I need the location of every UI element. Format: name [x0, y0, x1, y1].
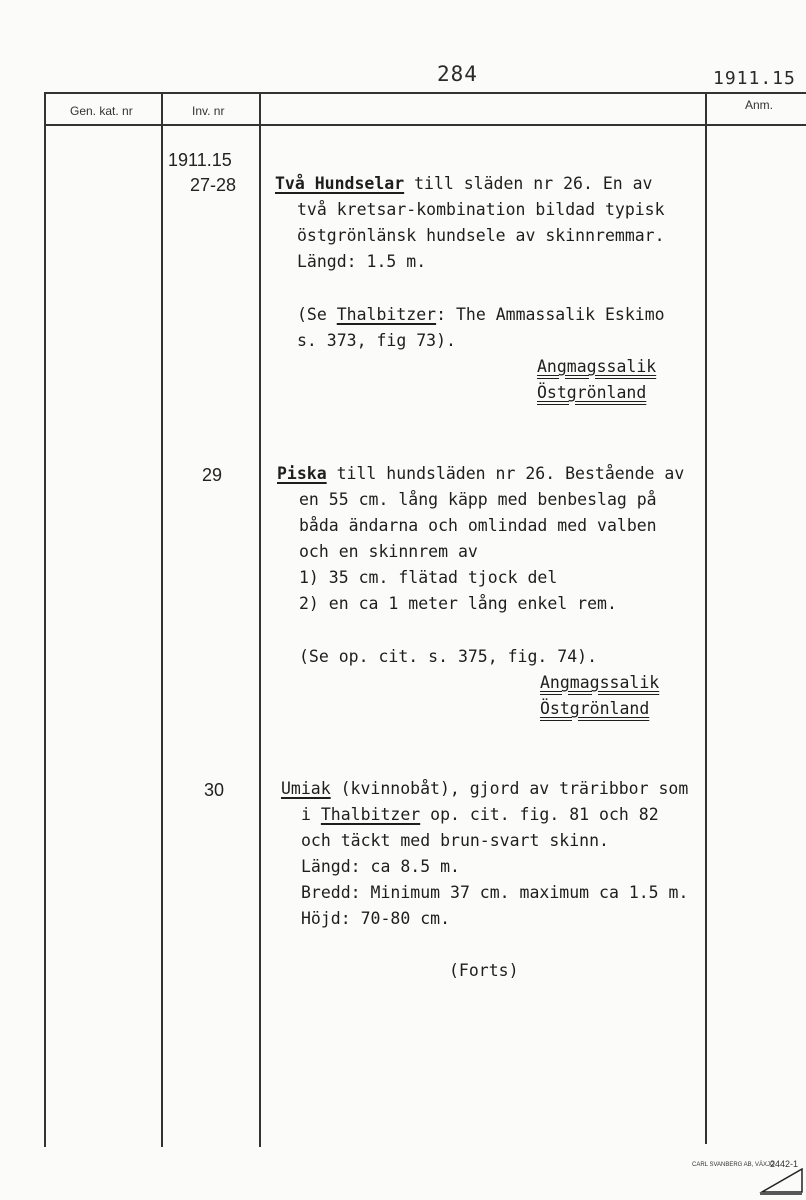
entry-line: två kretsar-kombination bildad typisk [297, 200, 665, 219]
column-header-inv: Inv. nr [192, 104, 225, 118]
entry-heading: Umiak [281, 779, 331, 798]
locality-place: Angmagssalik [540, 673, 660, 692]
entry-line: båda ändarna och omlindad med valben [299, 516, 657, 535]
reference-line [297, 302, 665, 328]
entry-second-line-prefix: i [301, 805, 321, 824]
column-rule-3 [259, 92, 261, 1147]
locality-region: Östgrönland [537, 383, 647, 402]
reference-author: Thalbitzer [336, 305, 437, 324]
column-rule-1 [44, 92, 46, 1147]
entry-first-line-rest: till hundsläden nr 26. Bestående av [326, 464, 685, 483]
column-header-gen-kat: Gen. kat. nr [70, 104, 133, 118]
entry-first-line [275, 171, 653, 197]
entry-line: Höjd: 70-80 cm. [301, 909, 451, 928]
entry-line: 2) en ca 1 meter lång enkel rem. [299, 594, 617, 613]
header-year: 1911.15 [713, 68, 796, 89]
header-bottom-rule [44, 124, 806, 126]
locality-region: Östgrönland [540, 699, 650, 718]
printer-stamp: CARL SVANBERG AB, VÄXJÖ [692, 1162, 775, 1168]
entry-line: Längd: 1.5 m. [297, 252, 427, 271]
header-top-rule [44, 92, 806, 94]
column-rule-4 [705, 92, 707, 1144]
reference-author: Thalbitzer [320, 805, 421, 824]
inventory-number: 29 [202, 465, 223, 485]
inventory-number: 27-28 [190, 175, 237, 195]
reference-prefix: (Se [297, 305, 337, 324]
entry-first-line-rest: till släden nr 26. En av [404, 174, 653, 193]
inventory-number: 30 [204, 780, 225, 800]
entry-second-line-rest: op. cit. fig. 81 och 82 [420, 805, 659, 824]
entry-line: och en skinnrem av [299, 542, 478, 561]
entry-first-line [281, 776, 688, 802]
locality-place: Angmagssalik [537, 357, 657, 376]
column-rule-2 [161, 92, 163, 1147]
column-header-anm: Anm. [745, 98, 774, 112]
entry-line: och täckt med brun-svart skinn. [301, 831, 609, 850]
corner-fold-mark [758, 1168, 804, 1198]
reference-rest: : The Ammassalik Eskimo [436, 305, 665, 324]
entry-first-line [277, 461, 684, 487]
entry-line: en 55 cm. lång käpp med benbeslag på [299, 490, 657, 509]
entry-heading: Två Hundselar [275, 174, 405, 193]
entry-line: östgrönlänsk hundsele av skinnremmar. [297, 226, 665, 245]
reference-line-2: s. 373, fig 73). [297, 331, 456, 350]
page-number: 284 [437, 62, 478, 86]
entry-heading: Piska [277, 464, 327, 483]
entry-second-line [301, 802, 659, 828]
entry-year: 1911.15 [168, 150, 232, 170]
entry-line: Längd: ca 8.5 m. [301, 857, 460, 876]
entry-line: Bredd: Minimum 37 cm. maximum ca 1.5 m. [301, 883, 689, 902]
entry-line: 1) 35 cm. flätad tjock del [299, 568, 558, 587]
entry-first-line-rest: (kvinnobåt), gjord av träribbor som [330, 779, 689, 798]
continued-note: (Forts) [449, 961, 519, 980]
reference-line: (Se op. cit. s. 375, fig. 74). [299, 647, 598, 666]
form-number: 2442-1 [770, 1159, 799, 1169]
